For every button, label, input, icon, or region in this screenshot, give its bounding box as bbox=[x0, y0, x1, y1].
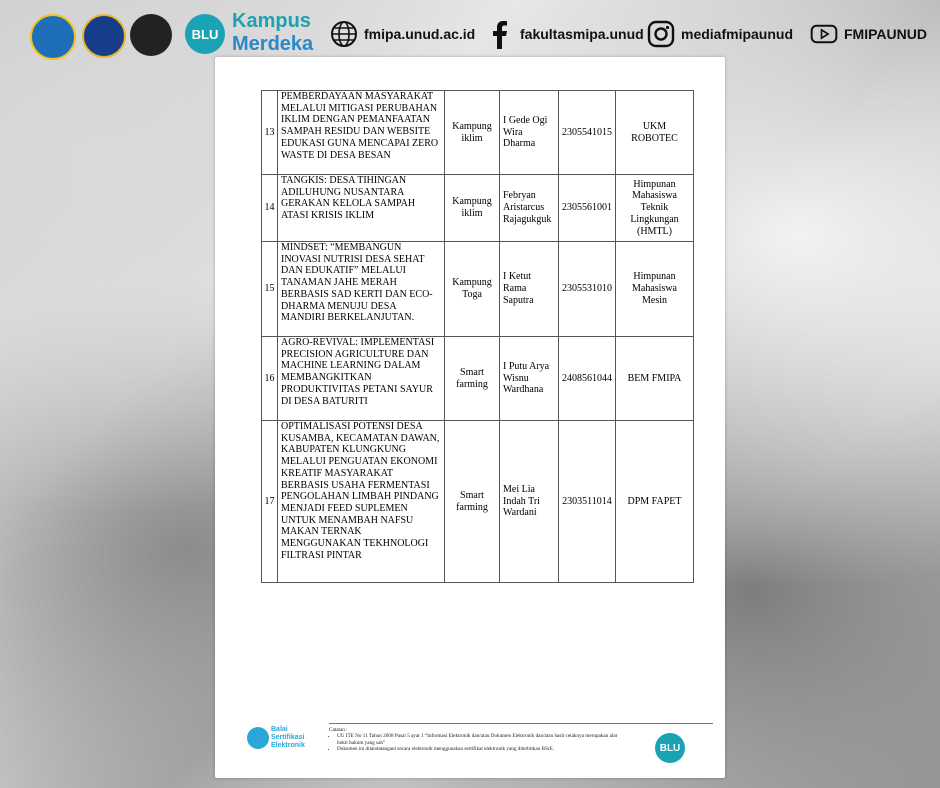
fmipa-logo bbox=[130, 14, 172, 56]
table-row bbox=[262, 337, 694, 421]
header-bar bbox=[0, 6, 940, 56]
category-cell: Smart farming bbox=[445, 337, 500, 421]
note-item: • Dokumen ini ditandatangani secara elektronik menggunakan sertifikat elektronik yang diterbitkan BSrE. bbox=[337, 746, 629, 752]
footer-divider bbox=[329, 723, 713, 724]
youtube-link[interactable]: FMIPAUNUD bbox=[810, 20, 927, 48]
proposal-title: OPTIMALISASI POTENSI DESA KUSAMBA, KECAMATAN DAWAN, KABUPATEN KLUNGKUNG MELALUI PENGUATAN EKONOMI KREATIF MASYARAKAT BERBASIS USAHA FERMENTASI PENGOLAHAN LIMBAH PINDANG MENJADI FEED SUPLEMEN UNTUK MENAMBAH NAFSU MAKAN TERNAK MENGGUNAKAN TEKHNOLOGI FILTRASI PINTAR bbox=[278, 421, 445, 583]
student-nim: 2305531010 bbox=[559, 242, 616, 337]
note-item: • UU ITE No 11 Tahun 2008 Pasal 5 ayat 1 “Informasi Elektronik dan/atau Dokumen Elektronik dan/atau hasil cetaknya merupakan alat bukti hukum yang sah” bbox=[337, 733, 629, 746]
instagram-icon bbox=[647, 20, 675, 48]
category-cell: Kampung Toga bbox=[445, 242, 500, 337]
proposal-title: MINDSET: “MEMBANGUN INOVASI NUTRISI DESA SEHAT DAN EDUKATIF” MELALUI TANAMAN JAHE MERAH BERBASIS SAD KERTI DAN ECO-DHARMA MENUJU DESA MANDIRI BERKELANJUTAN. bbox=[278, 242, 445, 337]
category-cell: Kampung iklim bbox=[445, 91, 500, 175]
table-row bbox=[262, 242, 694, 337]
youtube-icon bbox=[810, 20, 838, 48]
row-number: 15 bbox=[262, 242, 278, 337]
document-page bbox=[215, 57, 725, 778]
proposal-title: TANGKIS: DESA TIHINGAN ADILUHUNG NUSANTARA GERAKAN KELOLA SAMPAH ATASI KRISIS IKLIM bbox=[278, 175, 445, 242]
blu-logo: BLU bbox=[185, 14, 225, 54]
student-name: Febryan Aristarcus Rajagukguk bbox=[500, 175, 559, 242]
category-cell: Smart farming bbox=[445, 421, 500, 583]
kemdikbud-logo bbox=[30, 14, 76, 60]
student-name: I Putu Arya Wisnu Wardhana bbox=[500, 337, 559, 421]
facebook-link[interactable]: fakultasmipa.unud bbox=[486, 20, 644, 48]
organization-cell: DPM FAPET bbox=[616, 421, 694, 583]
row-number: 14 bbox=[262, 175, 278, 242]
category-cell: Kampung iklim bbox=[445, 175, 500, 242]
proposal-table bbox=[261, 90, 694, 583]
footer-notes: Catatan : • UU ITE No 11 Tahun 2008 Pasal 5 ayat 1 “Informasi Elektronik dan/atau Dokumen Elektronik dan/atau hasil cetaknya merupakan alat bukti hukum yang sah” • Dokumen ini ditandatangani secara elektronik menggunakan sertifikat elektronik yang diterbitkan BSrE. bbox=[329, 727, 629, 753]
instagram-link[interactable]: mediafmipaunud bbox=[647, 20, 793, 48]
bsre-icon bbox=[247, 727, 269, 749]
student-nim: 2408561044 bbox=[559, 337, 616, 421]
organization-cell: BEM FMIPA bbox=[616, 337, 694, 421]
student-name: I Ketut Rama Saputra bbox=[500, 242, 559, 337]
facebook-icon bbox=[486, 20, 514, 48]
kampus-merdeka-logo: Kampus Merdeka bbox=[232, 10, 313, 72]
organization-cell: Himpunan Mahasiswa Teknik Lingkungan (HMTL) bbox=[616, 175, 694, 242]
table-row bbox=[262, 91, 694, 175]
globe-icon bbox=[330, 20, 358, 48]
student-nim: 2305541015 bbox=[559, 91, 616, 175]
organization-cell: Himpunan Mahasiswa Mesin bbox=[616, 242, 694, 337]
blu-footer-logo: BLU bbox=[655, 733, 685, 763]
table-row bbox=[262, 421, 694, 583]
unud-logo bbox=[82, 14, 126, 58]
organization-cell: UKM ROBOTEC bbox=[616, 91, 694, 175]
student-nim: 2303511014 bbox=[559, 421, 616, 583]
website-link[interactable]: fmipa.unud.ac.id bbox=[330, 20, 475, 48]
table-row bbox=[262, 175, 694, 242]
document-footer bbox=[245, 723, 695, 771]
student-nim: 2305561001 bbox=[559, 175, 616, 242]
row-number: 17 bbox=[262, 421, 278, 583]
student-name: I Gede Ogi Wira Dharma bbox=[500, 91, 559, 175]
row-number: 13 bbox=[262, 91, 278, 175]
row-number: 16 bbox=[262, 337, 278, 421]
bsre-logo: Balai Sertifikasi Elektronik bbox=[247, 726, 315, 750]
proposal-title: AGRO-REVIVAL: IMPLEMENTASI PRECISION AGRICULTURE DAN MACHINE LEARNING DALAM MEMBANGKITKAN PRODUKTIVITAS PETANI SAYUR DI DESA BATURITI bbox=[278, 337, 445, 421]
student-name: Mei Lia Indah Tri Wardani bbox=[500, 421, 559, 583]
proposal-title: PEMBERDAYAAN MASYARAKAT MELALUI MITIGASI PERUBAHAN IKLIM DENGAN PEMANFAATAN SAMPAH RESIDU DAN WEBSITE EDUKASI GUNA MENCAPAI ZERO WASTE DI DESA BESAN bbox=[278, 91, 445, 175]
